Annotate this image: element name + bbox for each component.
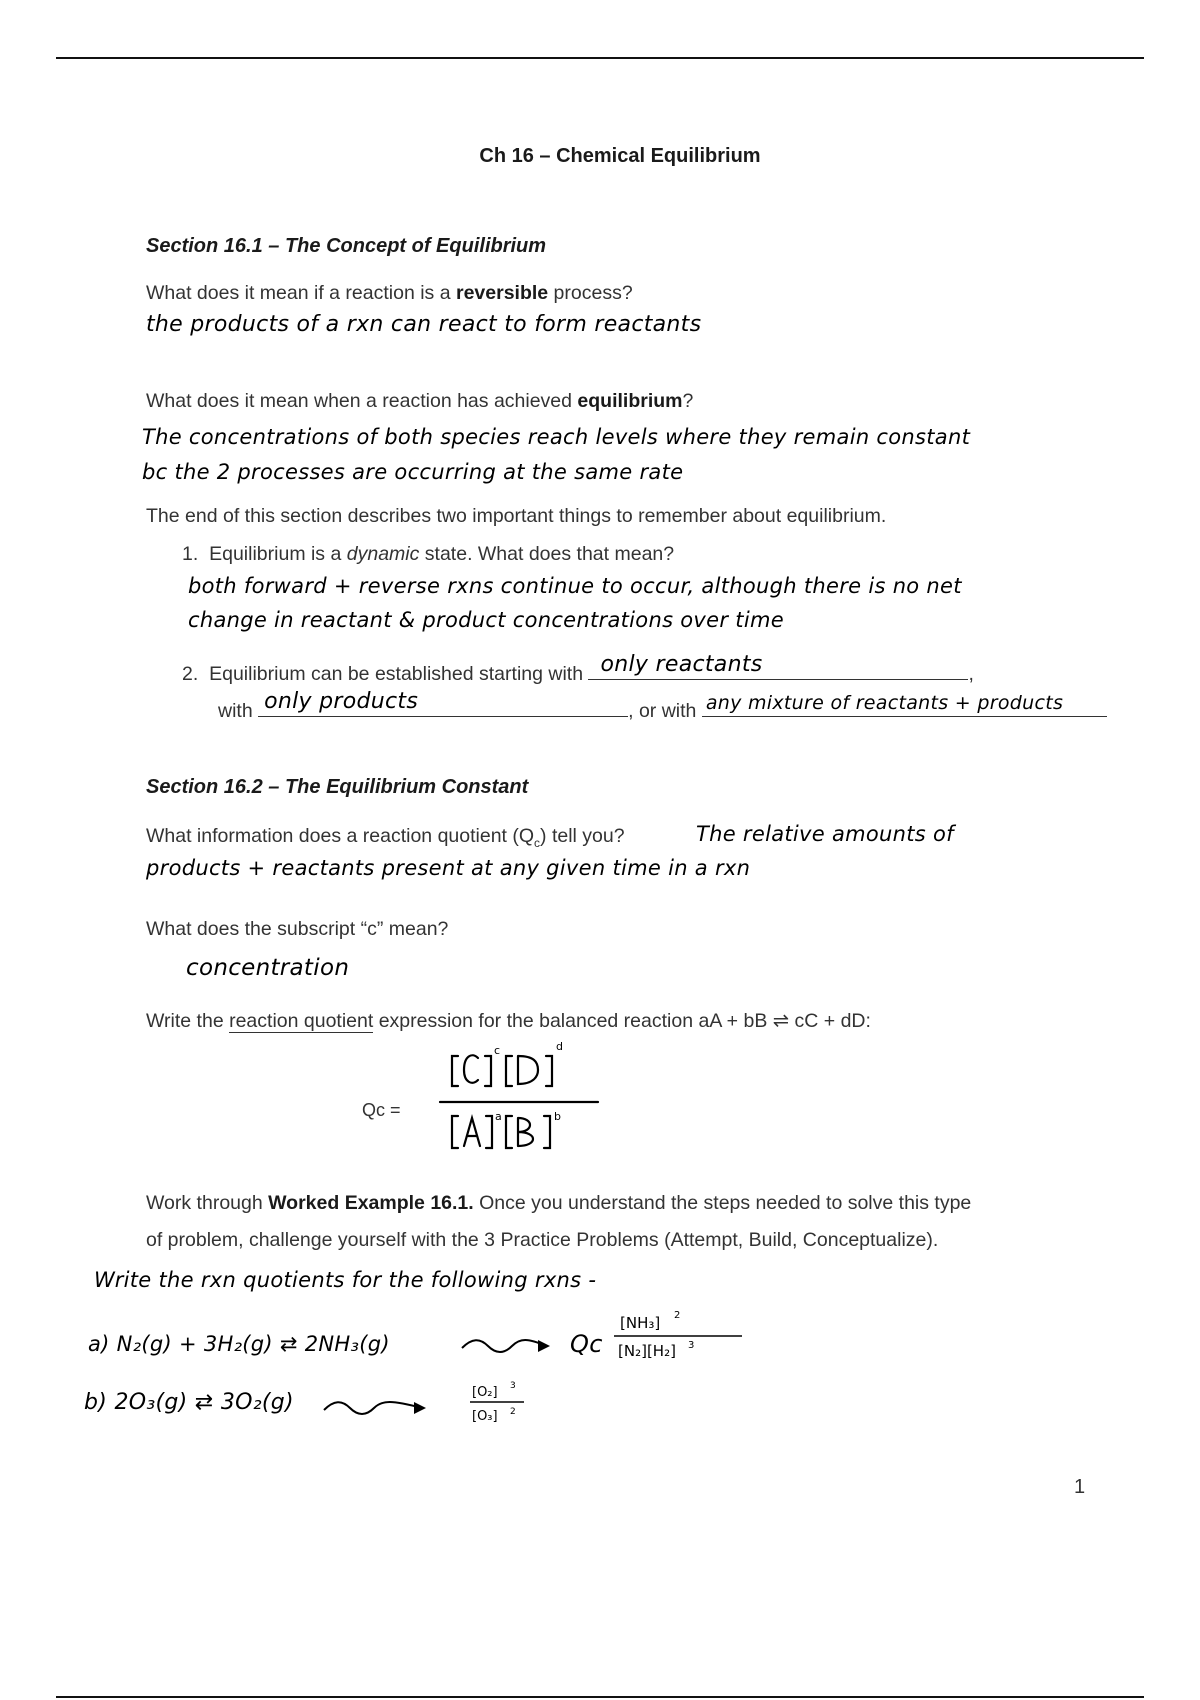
handwritten-qc: Qc (570, 1330, 603, 1358)
list-item: 2. Equilibrium can be established starting with only reactants , (182, 652, 974, 685)
handwritten-fraction-b (468, 1376, 538, 1436)
svg-text:[N₂][H₂]: [N₂][H₂] (618, 1342, 676, 1360)
handwritten-answer: both forward + reverse rxns continue to occur, although there is no net (188, 574, 962, 598)
svg-text:a: a (495, 1110, 502, 1123)
worked-example-line: Work through Worked Example 16.1. Once you understand the steps needed to solve this type (146, 1192, 972, 1214)
svg-text:2: 2 (510, 1407, 516, 1417)
top-rule (56, 57, 1144, 59)
svg-text:[NH₃]: [NH₃] (620, 1314, 661, 1332)
squiggle-arrow-icon (458, 1334, 558, 1358)
list-item: 1. Equilibrium is a dynamic state. What does that mean? (182, 543, 675, 565)
handwritten-answer: change in reactant & product concentrations over time (188, 608, 784, 632)
question-equilibrium: What does it mean when a reaction has achieved equilibrium? (146, 390, 694, 412)
handwritten-qc-expression (430, 1038, 610, 1158)
svg-text:d: d (556, 1040, 563, 1053)
fill-in-blank: only reactants (588, 655, 968, 680)
fill-in-blank: any mixture of reactants + products (702, 692, 1107, 717)
section-heading: Section 16.1 – The Concept of Equilibrium (146, 235, 547, 257)
handwritten-answer: bc the 2 processes are occurring at the same rate (142, 460, 684, 484)
svg-text:3: 3 (688, 1340, 695, 1351)
svg-text:[O₃]: [O₃] (472, 1409, 498, 1424)
handwritten-prompt: Write the rxn quotients for the following rxns - (94, 1268, 597, 1292)
handwritten-answer: the products of a rxn can react to form reactants (146, 312, 702, 337)
page-number: 1 (1074, 1476, 1086, 1498)
bottom-rule (56, 1696, 1144, 1698)
svg-text:[O₂]: [O₂] (472, 1385, 498, 1400)
squiggle-arrow-icon (322, 1396, 442, 1420)
section-intro: The end of this section describes two important things to remember about equilibrium. (146, 505, 887, 527)
handwritten-answer: concentration (186, 955, 350, 981)
handwritten-answer: The relative amounts of (696, 822, 954, 846)
question-reversible: What does it mean if a reaction is a reversible process? (146, 282, 633, 304)
question-write-quotient: Write the reaction quotient expression for the balanced reaction aA + bB ⇌ cC + dD: (146, 1010, 871, 1032)
svg-text:2: 2 (674, 1310, 681, 1321)
fill-in-blank: only products (258, 692, 628, 717)
qc-label: Qc = (362, 1100, 401, 1120)
question-subscript: What does the subscript “c” mean? (146, 918, 449, 940)
page-title: Ch 16 – Chemical Equilibrium (479, 145, 761, 167)
svg-text:3: 3 (510, 1381, 516, 1391)
list-item-continuation: with only products , or with any mixture of reactants + products (218, 692, 1107, 723)
handwritten-reaction-a: a) N₂(g) + 3H₂(g) ⇄ 2NH₃(g) (88, 1332, 390, 1356)
handwritten-fraction-a (612, 1306, 752, 1376)
svg-text:b: b (554, 1110, 561, 1123)
worked-example-line: of problem, challenge yourself with the 3 Practice Problems (Attempt, Build, Conceptualize). (146, 1229, 939, 1251)
handwritten-reaction-b: b) 2O₃(g) ⇄ 3O₂(g) (84, 1390, 294, 1415)
handwritten-answer: products + reactants present at any given time in a rxn (146, 856, 751, 880)
svg-text:c: c (494, 1044, 501, 1057)
section-heading: Section 16.2 – The Equilibrium Constant (146, 776, 529, 798)
handwritten-answer: The concentrations of both species reach levels where they remain constant (142, 425, 971, 449)
question-reaction-quotient: What information does a reaction quotient $(Q_c)$ tell you? (146, 825, 625, 850)
